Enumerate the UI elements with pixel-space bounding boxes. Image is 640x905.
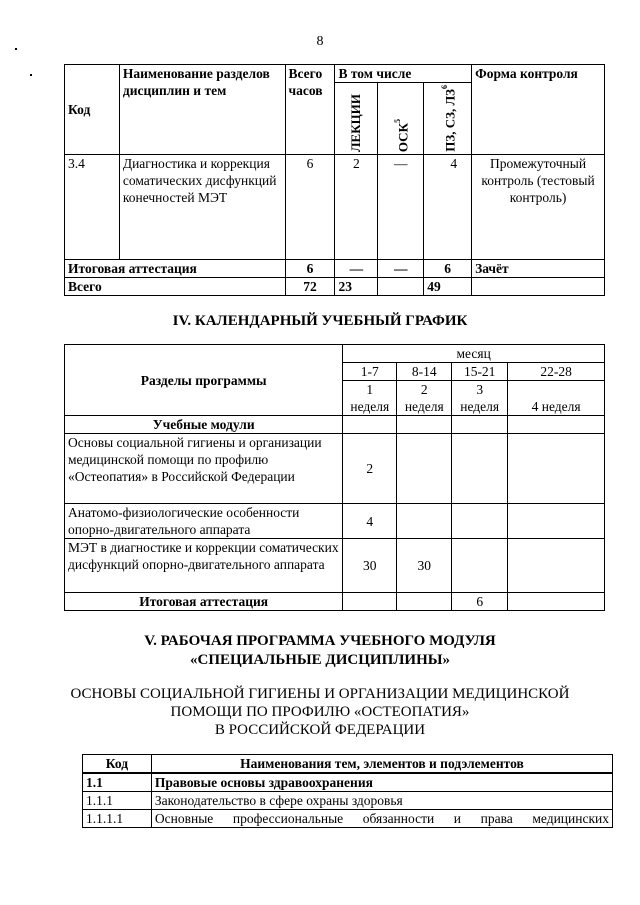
table-row bbox=[83, 810, 613, 828]
modules-label: Учебные модули bbox=[65, 416, 343, 434]
row-name: Правовые основы здравоохранения bbox=[151, 773, 612, 792]
row-name: Законодательство в сфере охраны здоровья bbox=[151, 792, 612, 810]
row-code: 3.4 bbox=[65, 154, 120, 259]
sum-row bbox=[65, 277, 605, 295]
header-osk-cell bbox=[378, 83, 424, 155]
header-name: Наименование разделов дисциплин и тем bbox=[119, 65, 285, 155]
row-w1: 30 bbox=[343, 539, 397, 593]
sum-osk bbox=[378, 277, 424, 295]
range-2: 8-14 bbox=[397, 363, 452, 381]
final-osk: — bbox=[378, 259, 424, 277]
final-row bbox=[65, 259, 605, 277]
sum-form bbox=[472, 277, 605, 295]
sum-label: Всего bbox=[65, 277, 286, 295]
row-w1: 4 bbox=[343, 504, 397, 539]
sum-pz: 49 bbox=[424, 277, 472, 295]
header-pz: ПЗ, СЗ, $ЛЗ^6$ bbox=[439, 85, 458, 152]
range-4: 22-28 bbox=[508, 363, 605, 381]
week-3: 3 неделя bbox=[452, 381, 508, 416]
row-code: 1.1.1.1 bbox=[83, 810, 152, 828]
disciplines-table bbox=[64, 64, 605, 296]
final-pz: 6 bbox=[424, 259, 472, 277]
row-lectures: 2 bbox=[335, 154, 378, 259]
final-form: Зачёт bbox=[472, 259, 605, 277]
row-total: 6 bbox=[285, 154, 335, 259]
final-label: Итоговая аттестация bbox=[65, 259, 286, 277]
row-code: 1.1.1 bbox=[83, 792, 152, 810]
table-row bbox=[83, 792, 613, 810]
table-row bbox=[65, 154, 605, 259]
week-1: 1 неделя bbox=[343, 381, 397, 416]
header-sections: Разделы программы bbox=[65, 345, 343, 416]
header-form: Форма контроля bbox=[472, 65, 605, 155]
range-3: 15-21 bbox=[452, 363, 508, 381]
header-including: В том числе bbox=[335, 65, 472, 83]
header-osk: ОСК$^5$ bbox=[393, 118, 411, 152]
scan-speck bbox=[30, 74, 32, 76]
table-row bbox=[65, 539, 605, 593]
week-2: 2 неделя bbox=[397, 381, 452, 416]
row-pz: 4 bbox=[424, 154, 472, 259]
table-row bbox=[65, 434, 605, 504]
header-pz-cell bbox=[424, 83, 472, 155]
row-osk: — bbox=[378, 154, 424, 259]
module-subtitle: ОСНОВЫ СОЦИАЛЬНОЙ ГИГИЕНЫ И ОРГАНИЗАЦИИ МЕДИЦИНСКОЙ ПОМОЩИ ПО ПРОФИЛЮ «ОСТЕОПАТИЯ» В РОССИЙСКОЙ ФЕДЕРАЦИИ bbox=[70, 686, 570, 738]
final-total: 6 bbox=[285, 259, 335, 277]
row-name: Диагностика и коррекция соматических дисфункций конечностей МЭТ bbox=[119, 154, 285, 259]
header-code: Код bbox=[65, 65, 120, 155]
page-number: 8 bbox=[316, 34, 324, 49]
row-w2: 30 bbox=[397, 539, 452, 593]
row-name: Основы социальной гигиены и организации медицинской помощи по профилю «Остеопатия» в Российской Федерации bbox=[65, 434, 343, 504]
row-name: Основные профессиональные обязанности и права медицинских bbox=[151, 810, 612, 828]
final-row bbox=[65, 593, 605, 611]
sum-lectures: 23 bbox=[335, 277, 378, 295]
sum-total: 72 bbox=[285, 277, 335, 295]
header-name: Наименования тем, элементов и подэлементов bbox=[151, 755, 612, 774]
row-name: МЭТ в диагностике и коррекции соматических дисфункций опорно-двигательного аппарата bbox=[65, 539, 343, 593]
week-4: 4 неделя bbox=[508, 381, 605, 416]
table-row bbox=[65, 504, 605, 539]
section-4-title: IV. КАЛЕНДАРНЫЙ УЧЕБНЫЙ ГРАФИК bbox=[172, 313, 468, 329]
range-1: 1-7 bbox=[343, 363, 397, 381]
header-total: Всего часов bbox=[285, 65, 335, 155]
calendar-table bbox=[64, 344, 605, 611]
section-5-title: V. РАБОЧАЯ ПРОГРАММА УЧЕБНОГО МОДУЛЯ «СПЕЦИАЛЬНЫЕ ДИСЦИПЛИНЫ» bbox=[144, 633, 496, 668]
header-code: Код bbox=[83, 755, 152, 774]
header-month: месяц bbox=[343, 345, 605, 363]
header-lectures-cell bbox=[335, 83, 378, 155]
row-code: 1.1 bbox=[83, 773, 152, 792]
topics-table bbox=[82, 754, 613, 828]
row-name: Анатомо-физиологические особенности опорно-двигательного аппарата bbox=[65, 504, 343, 539]
header-lectures: ЛЕКЦИИ bbox=[348, 93, 364, 152]
row-form: Промежуточный контроль (тестовый контроль) bbox=[472, 154, 605, 259]
scan-speck bbox=[15, 48, 17, 50]
final-lectures: — bbox=[335, 259, 378, 277]
row-w1: 2 bbox=[343, 434, 397, 504]
final-w3: 6 bbox=[452, 593, 508, 611]
final-label: Итоговая аттестация bbox=[65, 593, 343, 611]
table-row bbox=[83, 773, 613, 792]
